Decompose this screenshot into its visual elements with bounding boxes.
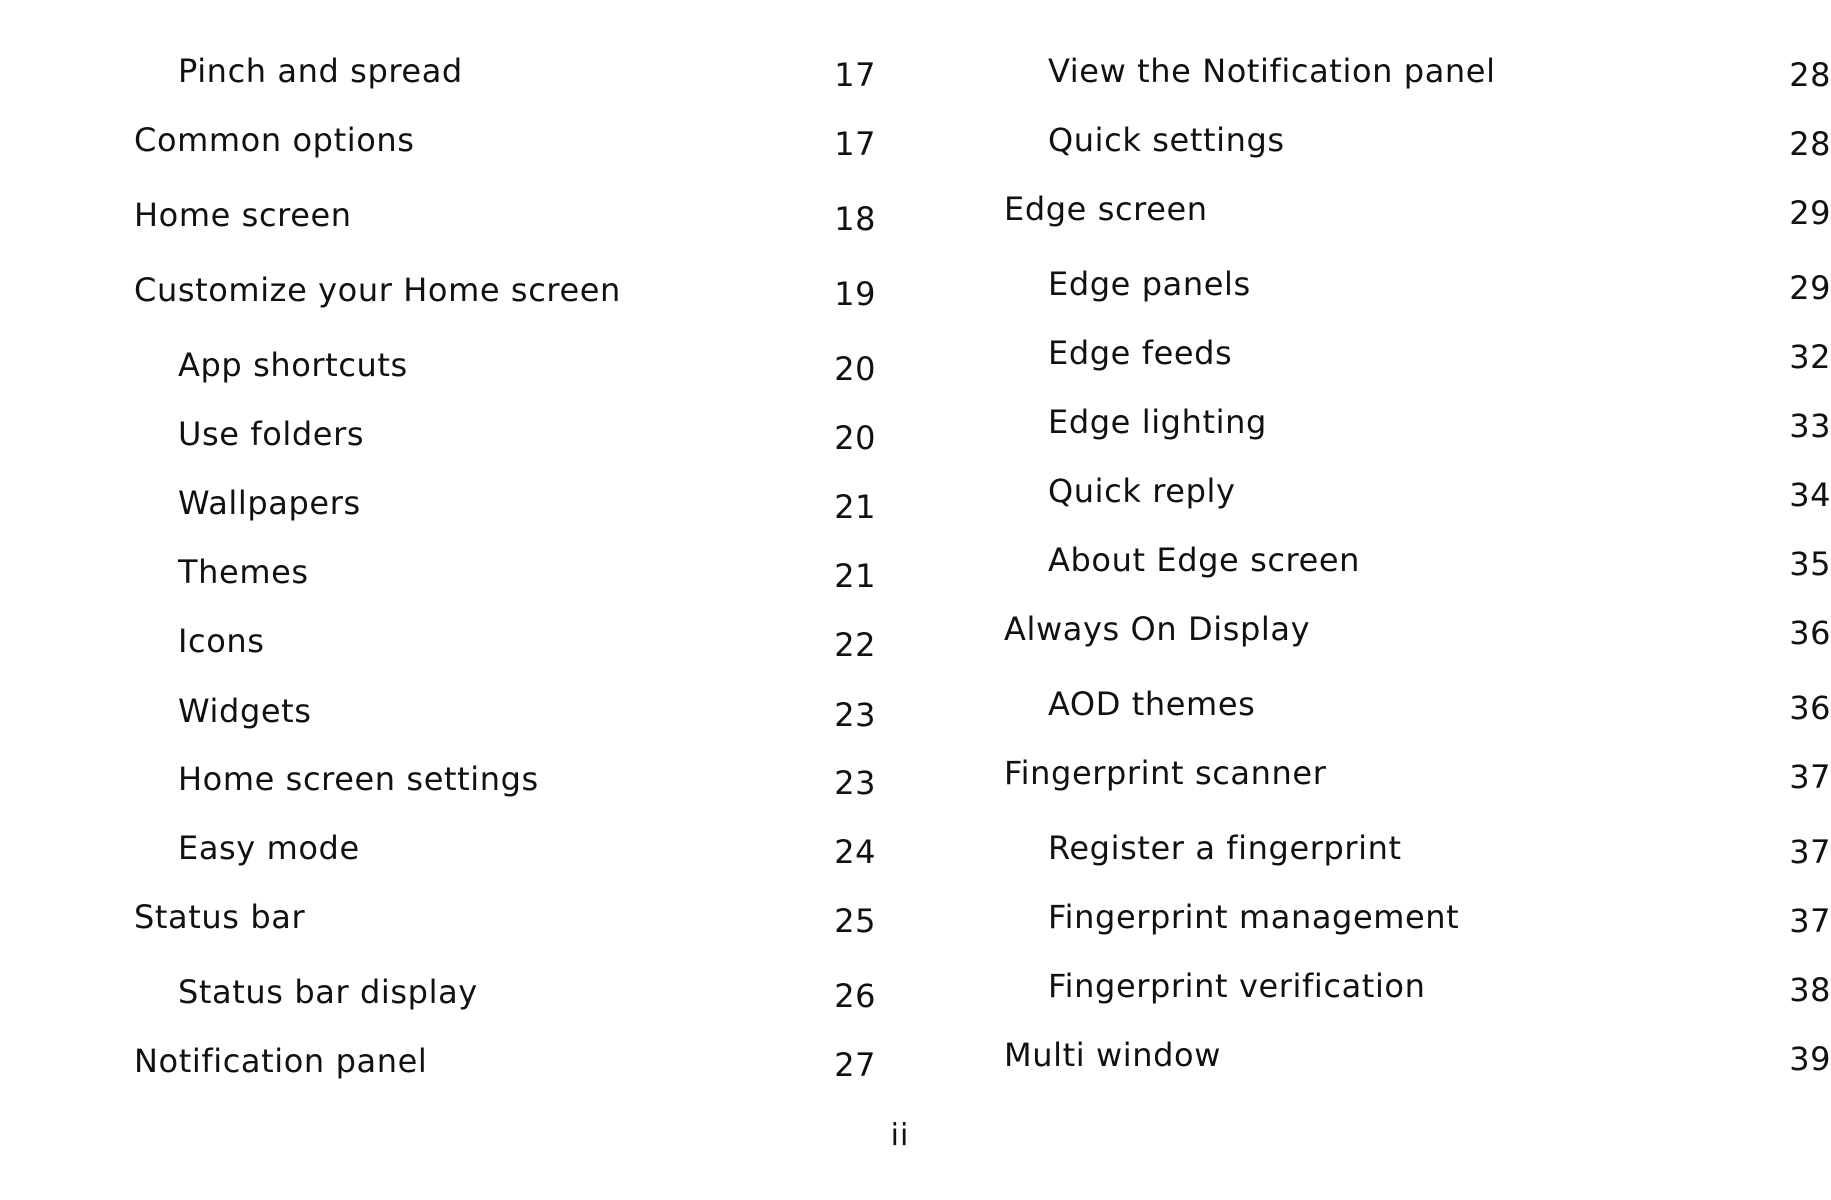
- toc-entry[interactable]: [870, 115, 1831, 165]
- toc-entry-title: Home screen: [134, 196, 352, 234]
- toc-entry-title: Common options: [134, 121, 415, 159]
- toc-entry-title: Status bar: [134, 898, 306, 936]
- toc-entry-page: 20: [834, 350, 876, 388]
- toc-entry-title: Notification panel: [134, 1042, 428, 1080]
- toc-entry-page: 23: [834, 764, 876, 802]
- toc-entry-page: 36: [1789, 689, 1831, 727]
- toc-entry-page: 37: [1789, 758, 1831, 796]
- toc-entry-page: 28: [1789, 56, 1831, 94]
- toc-entry-page: 18: [834, 200, 876, 238]
- toc-entry-title: Wallpapers: [178, 484, 361, 522]
- toc-entry-page: 33: [1789, 407, 1831, 445]
- toc-entry-page: 35: [1789, 545, 1831, 583]
- toc-entry-title: Pinch and spread: [178, 52, 463, 90]
- toc-entry-title: Edge lighting: [1048, 403, 1267, 441]
- toc-entry[interactable]: [0, 1036, 900, 1086]
- toc-entry-title: Customize your Home screen: [134, 271, 621, 309]
- toc-entry[interactable]: [0, 478, 900, 528]
- toc-entry-title: Fingerprint scanner: [1004, 754, 1327, 792]
- toc-entry-page: 28: [1789, 125, 1831, 163]
- toc-entry[interactable]: [870, 961, 1831, 1011]
- toc-entry-title: App shortcuts: [178, 346, 408, 384]
- toc-entry-page: 20: [834, 419, 876, 457]
- toc-entry-title: Edge screen: [1004, 190, 1208, 228]
- toc-entry-page: 32: [1789, 338, 1831, 376]
- toc-right-column: [870, 0, 1831, 1100]
- toc-entry-title: Quick reply: [1048, 472, 1236, 510]
- toc-entry-title: AOD themes: [1048, 685, 1256, 723]
- toc-entry-page: 27: [834, 1046, 876, 1084]
- toc-entry-page: 21: [834, 488, 876, 526]
- toc-entry-page: 29: [1789, 269, 1831, 307]
- toc-entry[interactable]: [870, 466, 1831, 516]
- toc-entry-page: 24: [834, 833, 876, 871]
- toc-entry-title: Fingerprint management: [1048, 898, 1460, 936]
- toc-entry-title: Always On Display: [1004, 610, 1311, 648]
- toc-entry-page: 37: [1789, 902, 1831, 940]
- toc-entry[interactable]: [0, 967, 900, 1017]
- toc-entry-page: 17: [834, 125, 876, 163]
- toc-entry[interactable]: [870, 604, 1831, 654]
- toc-entry[interactable]: [0, 754, 900, 804]
- toc-entry[interactable]: [0, 892, 900, 942]
- toc-entry[interactable]: [870, 328, 1831, 378]
- toc-entry[interactable]: [0, 409, 900, 459]
- toc-entry[interactable]: [870, 535, 1831, 585]
- toc-entry-page: 19: [834, 275, 876, 313]
- toc-entry[interactable]: [0, 190, 900, 240]
- toc-entry[interactable]: [870, 679, 1831, 729]
- toc-entry-page: 26: [834, 977, 876, 1015]
- toc-entry-title: Register a fingerprint: [1048, 829, 1402, 867]
- toc-entry-page: 23: [834, 696, 876, 734]
- toc-entry[interactable]: [870, 397, 1831, 447]
- toc-entry-title: Easy mode: [178, 829, 360, 867]
- toc-entry-title: Home screen settings: [178, 760, 539, 798]
- toc-entry-page: 22: [834, 626, 876, 664]
- toc-entry-page: 17: [834, 56, 876, 94]
- toc-entry-page: 25: [834, 902, 876, 940]
- toc-entry-title: Quick settings: [1048, 121, 1285, 159]
- toc-entry-title: Multi window: [1004, 1036, 1221, 1074]
- toc-entry-title: Use folders: [178, 415, 365, 453]
- toc-entry-page: 37: [1789, 833, 1831, 871]
- toc-entry-title: Status bar display: [178, 973, 478, 1011]
- toc-entry-title: Themes: [178, 553, 309, 591]
- toc-entry[interactable]: [870, 892, 1831, 942]
- toc-entry[interactable]: [0, 115, 900, 165]
- toc-entry[interactable]: [870, 259, 1831, 309]
- toc-entry-title: About Edge screen: [1048, 541, 1361, 579]
- toc-entry[interactable]: [0, 547, 900, 597]
- toc-entry[interactable]: [0, 823, 900, 873]
- toc-entry-title: Icons: [178, 622, 265, 660]
- toc-entry-title: Widgets: [178, 692, 312, 730]
- page-number: ii: [890, 1118, 910, 1153]
- toc-entry[interactable]: [870, 46, 1831, 96]
- toc-entry-page: 38: [1789, 971, 1831, 1009]
- toc-entry-title: View the Notification panel: [1048, 52, 1496, 90]
- toc-entry[interactable]: [0, 686, 900, 736]
- toc-entry[interactable]: [870, 823, 1831, 873]
- toc-entry-title: Edge feeds: [1048, 334, 1233, 372]
- toc-entry[interactable]: [0, 616, 900, 666]
- toc-entry-page: 36: [1789, 614, 1831, 652]
- toc-entry-title: Edge panels: [1048, 265, 1251, 303]
- toc-entry-page: 39: [1789, 1040, 1831, 1078]
- toc-entry[interactable]: [870, 184, 1831, 234]
- toc-entry[interactable]: [0, 265, 900, 315]
- toc-entry[interactable]: [870, 1030, 1831, 1080]
- toc-entry[interactable]: [0, 340, 900, 390]
- toc-entry-page: 29: [1789, 194, 1831, 232]
- toc-entry-title: Fingerprint verification: [1048, 967, 1426, 1005]
- toc-entry-page: 21: [834, 557, 876, 595]
- toc-entry[interactable]: [0, 46, 900, 96]
- toc-left-column: [0, 0, 900, 1100]
- toc-entry[interactable]: [870, 748, 1831, 798]
- toc-entry-page: 34: [1789, 476, 1831, 514]
